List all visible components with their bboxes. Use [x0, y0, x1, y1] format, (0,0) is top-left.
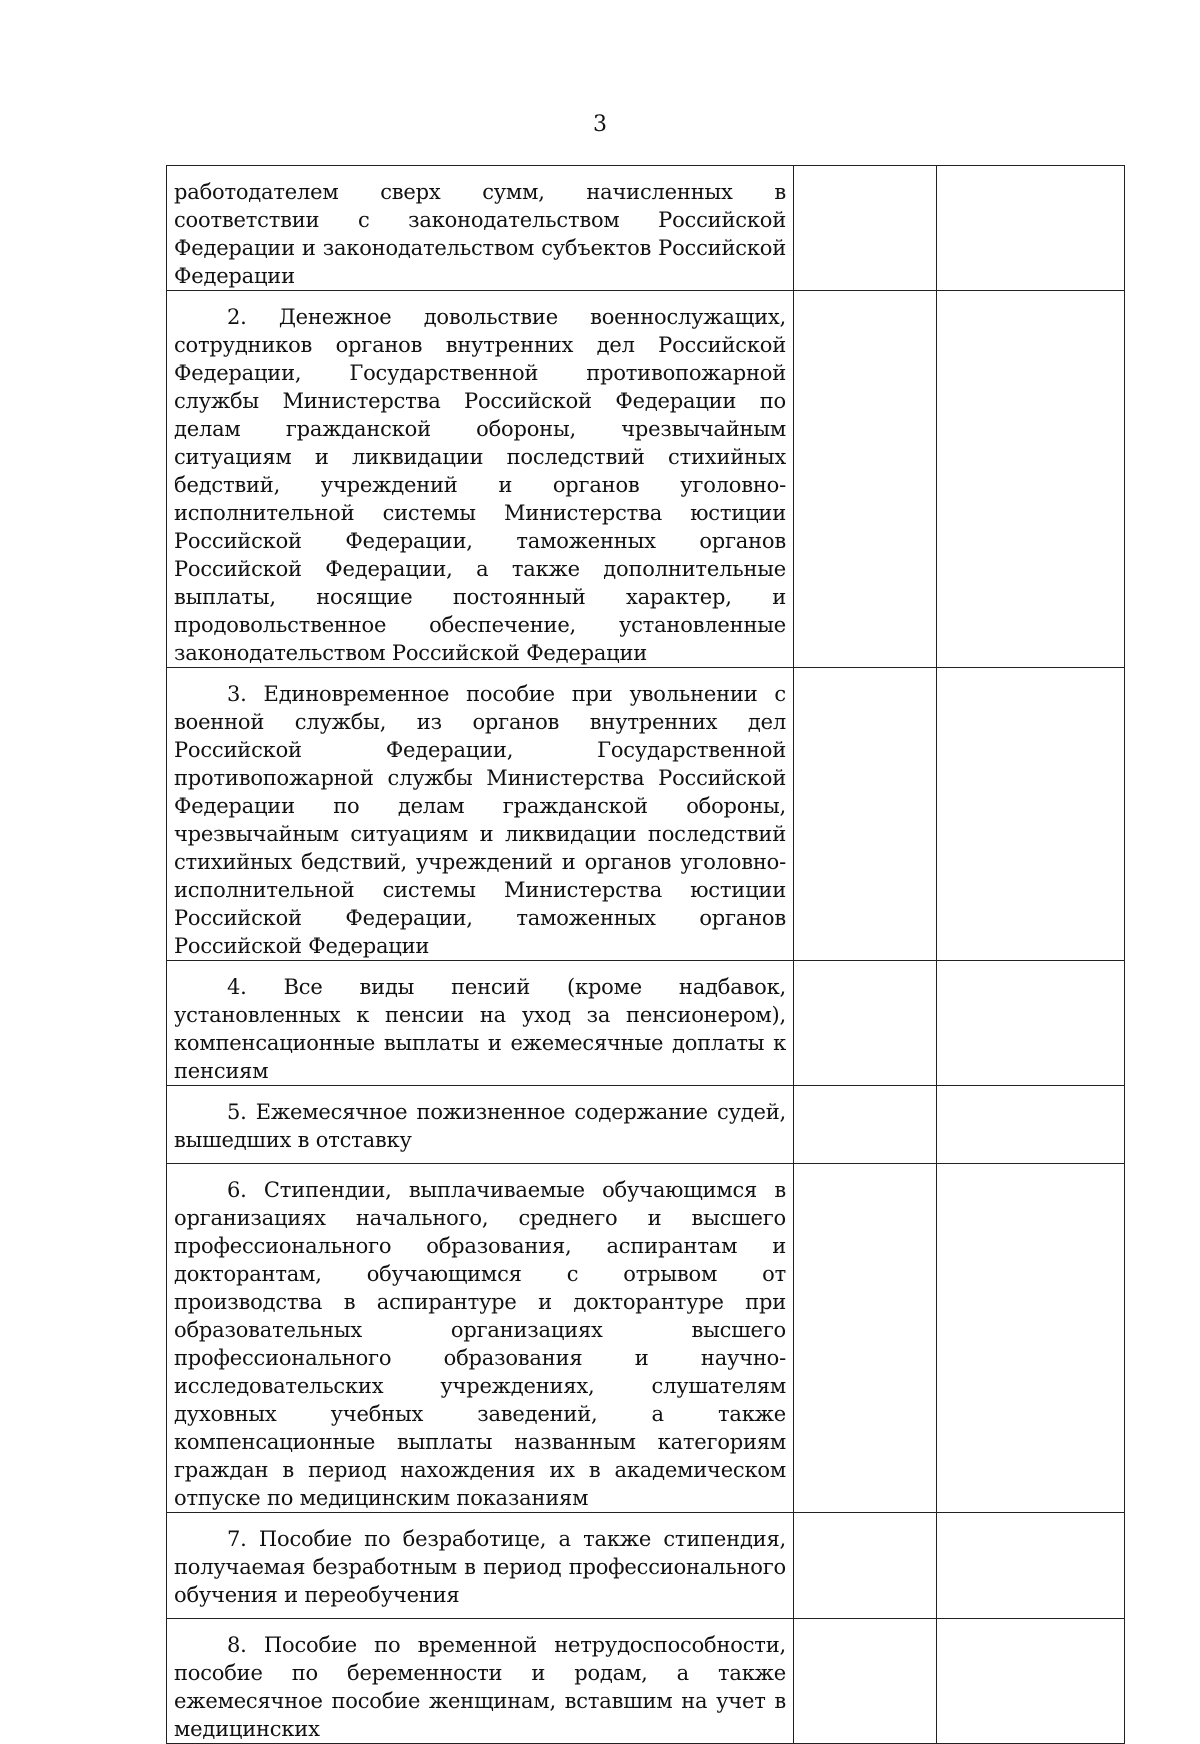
row-text-cell	[167, 668, 794, 961]
row-text-cell	[167, 1164, 794, 1513]
row-text-cell	[167, 166, 794, 291]
row-value-cell	[794, 1619, 937, 1744]
row-note-cell	[937, 1513, 1125, 1619]
row-text: 4. Все виды пенсий (кроме надбавок, установленных к пенсии на уход за пенсионером), компенсационные выплаты и ежемесячные доплаты к пенсиям	[174, 975, 786, 1083]
table-row	[167, 1086, 1125, 1164]
row-note-cell	[937, 1164, 1125, 1513]
row-value-cell	[794, 961, 937, 1086]
table-row	[167, 1164, 1125, 1513]
table-row	[167, 1619, 1125, 1744]
row-text: 3. Единовременное пособие при увольнении с военной службы, из органов внутренних дел Российской Федерации, Государственной противопожарной службы Министерства Российской Федерации по делам гражданской обороны, чрезвычайным ситуациям и ликвидации последствий стихийных бедствий, учреждений и органов уголовно-исполнительной системы Министерства юстиции Российской Федерации, таможенных органов Российской Федерации	[174, 682, 786, 958]
row-text: 2. Денежное довольствие военнослужащих, сотрудников органов внутренних дел Российской Федерации, Государственной противопожарной службы Министерства Российской Федерации по делам гражданской обороны, чрезвычайным ситуациям и ликвидации последствий стихийных бедствий, учреждений и органов уголовно-исполнительной системы Министерства юстиции Российской Федерации, таможенных органов Российской Федерации, а также дополнительные выплаты, носящие постоянный характер, и продовольственное обеспечение, установленные законодательством Российской Федерации	[174, 305, 786, 665]
row-note-cell	[937, 1619, 1125, 1744]
row-value-cell	[794, 1086, 937, 1164]
row-value-cell	[794, 291, 937, 668]
row-note-cell	[937, 1086, 1125, 1164]
row-text: 7. Пособие по безработице, а также стипендия, получаемая безработным в период профессионального обучения и переобучения	[174, 1527, 786, 1607]
row-note-cell	[937, 668, 1125, 961]
row-text-cell	[167, 291, 794, 668]
table-row	[167, 1513, 1125, 1619]
row-note-cell	[937, 166, 1125, 291]
row-text: 5. Ежемесячное пожизненное содержание судей, вышедших в отставку	[174, 1100, 786, 1152]
income-table	[166, 165, 1125, 1744]
row-note-cell	[937, 961, 1125, 1086]
row-text-cell	[167, 961, 794, 1086]
row-value-cell	[794, 1164, 937, 1513]
row-text-cell	[167, 1086, 794, 1164]
table-row	[167, 961, 1125, 1086]
row-text: работодателем сверх сумм, начисленных в соответствии с законодательством Российской Федерации и законодательством субъектов Российской Федерации	[174, 180, 786, 288]
page-number: 3	[593, 112, 607, 137]
table-row	[167, 668, 1125, 961]
table-row	[167, 166, 1125, 291]
table-row	[167, 291, 1125, 668]
row-value-cell	[794, 166, 937, 291]
row-text-cell	[167, 1619, 794, 1744]
row-text-cell	[167, 1513, 794, 1619]
row-value-cell	[794, 1513, 937, 1619]
row-value-cell	[794, 668, 937, 961]
row-text: 6. Стипендии, выплачиваемые обучающимся в организациях начального, среднего и высшего профессионального образования, аспирантам и докторантам, обучающимся с отрывом от производства в аспирантуре и докторантуре при образовательных организациях высшего профессионального образования и научно-исследовательских учреждениях, слушателям духовных учебных заведений, а также компенсационные выплаты названным категориям граждан в период нахождения их в академическом отпуске по медицинским показаниям	[174, 1178, 786, 1510]
row-note-cell	[937, 291, 1125, 668]
row-text: 8. Пособие по временной нетрудоспособности, пособие по беременности и родам, а также ежемесячное пособие женщинам, вставшим на учет в медицинских	[174, 1633, 786, 1741]
